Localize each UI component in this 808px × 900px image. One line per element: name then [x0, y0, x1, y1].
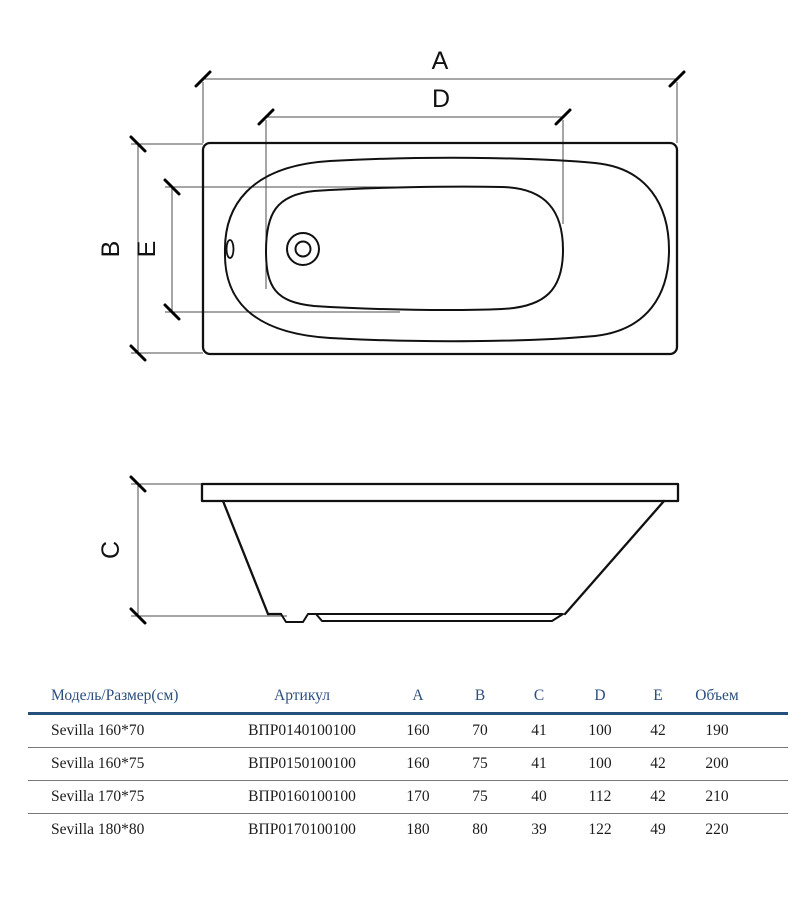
cell-b: 70	[472, 722, 488, 739]
cell-e: 49	[632, 814, 684, 847]
spec-table	[28, 680, 788, 846]
col-header-a: A	[386, 680, 450, 714]
cell-volume: 220	[684, 814, 788, 847]
tub-foot	[281, 614, 316, 622]
dimension-label-b: B	[97, 240, 125, 258]
table-row	[28, 714, 788, 748]
tub-left-wall	[223, 501, 268, 614]
drain-inner-circle	[296, 242, 311, 257]
dimension-label-c: C	[97, 540, 125, 560]
table-row	[28, 748, 788, 781]
col-header-model: Модель/Размер(см)	[28, 680, 218, 714]
cell-article: ВПР0150100100	[218, 748, 386, 781]
tub-rim-outline	[203, 143, 677, 354]
cell-model: Sevilla 170*75	[28, 781, 218, 814]
tub-right-wall	[565, 501, 664, 614]
col-header-e: E	[632, 680, 684, 714]
cell-a: 160	[386, 748, 450, 781]
table-row	[28, 781, 788, 814]
cell-d: 100	[588, 722, 612, 739]
cell-c: 40	[510, 781, 568, 814]
table-row	[28, 814, 788, 847]
top-view	[97, 47, 684, 360]
col-header-volume: Объем	[684, 680, 788, 714]
cell-b: 75	[450, 781, 510, 814]
cell-b: 75	[450, 748, 510, 781]
cell-model: Sevilla 160*70	[51, 722, 145, 739]
cell-d: 100	[568, 748, 632, 781]
tub-rim-profile	[202, 484, 678, 501]
col-header-article: Артикул	[218, 680, 386, 714]
cell-a: 170	[386, 781, 450, 814]
tub-base-plate	[316, 614, 563, 621]
cell-model: Sevilla 160*75	[28, 748, 218, 781]
cell-model: Sevilla 180*80	[28, 814, 218, 847]
cell-a: 160	[406, 722, 430, 739]
cell-volume: 190	[705, 722, 729, 739]
cell-article: ВПР0160100100	[218, 781, 386, 814]
side-view	[97, 477, 678, 623]
dimension-label-d: D	[431, 85, 451, 113]
col-header-c: C	[510, 680, 568, 714]
cell-d: 122	[568, 814, 632, 847]
col-header-b: B	[450, 680, 510, 714]
cell-article: ВПР0170100100	[218, 814, 386, 847]
tub-rim-inner-edge	[225, 158, 669, 341]
cell-b: 80	[450, 814, 510, 847]
cell-volume: 200	[684, 748, 788, 781]
dimension-c	[97, 477, 287, 623]
table-header-row	[28, 680, 788, 714]
overflow-hole	[227, 240, 234, 258]
dimension-label-a: A	[431, 47, 449, 75]
cell-d: 112	[568, 781, 632, 814]
drain-outer-circle	[287, 233, 319, 265]
cell-e: 42	[632, 781, 684, 814]
col-header-d: D	[568, 680, 632, 714]
cell-volume: 210	[684, 781, 788, 814]
cell-c: 41	[531, 722, 547, 739]
cell-e: 42	[632, 748, 684, 781]
cell-article: ВПР0140100100	[248, 722, 356, 739]
cell-c: 41	[510, 748, 568, 781]
dimension-label-e: E	[133, 240, 161, 258]
cell-e: 42	[650, 722, 666, 739]
cell-c: 39	[510, 814, 568, 847]
cell-a: 180	[386, 814, 450, 847]
